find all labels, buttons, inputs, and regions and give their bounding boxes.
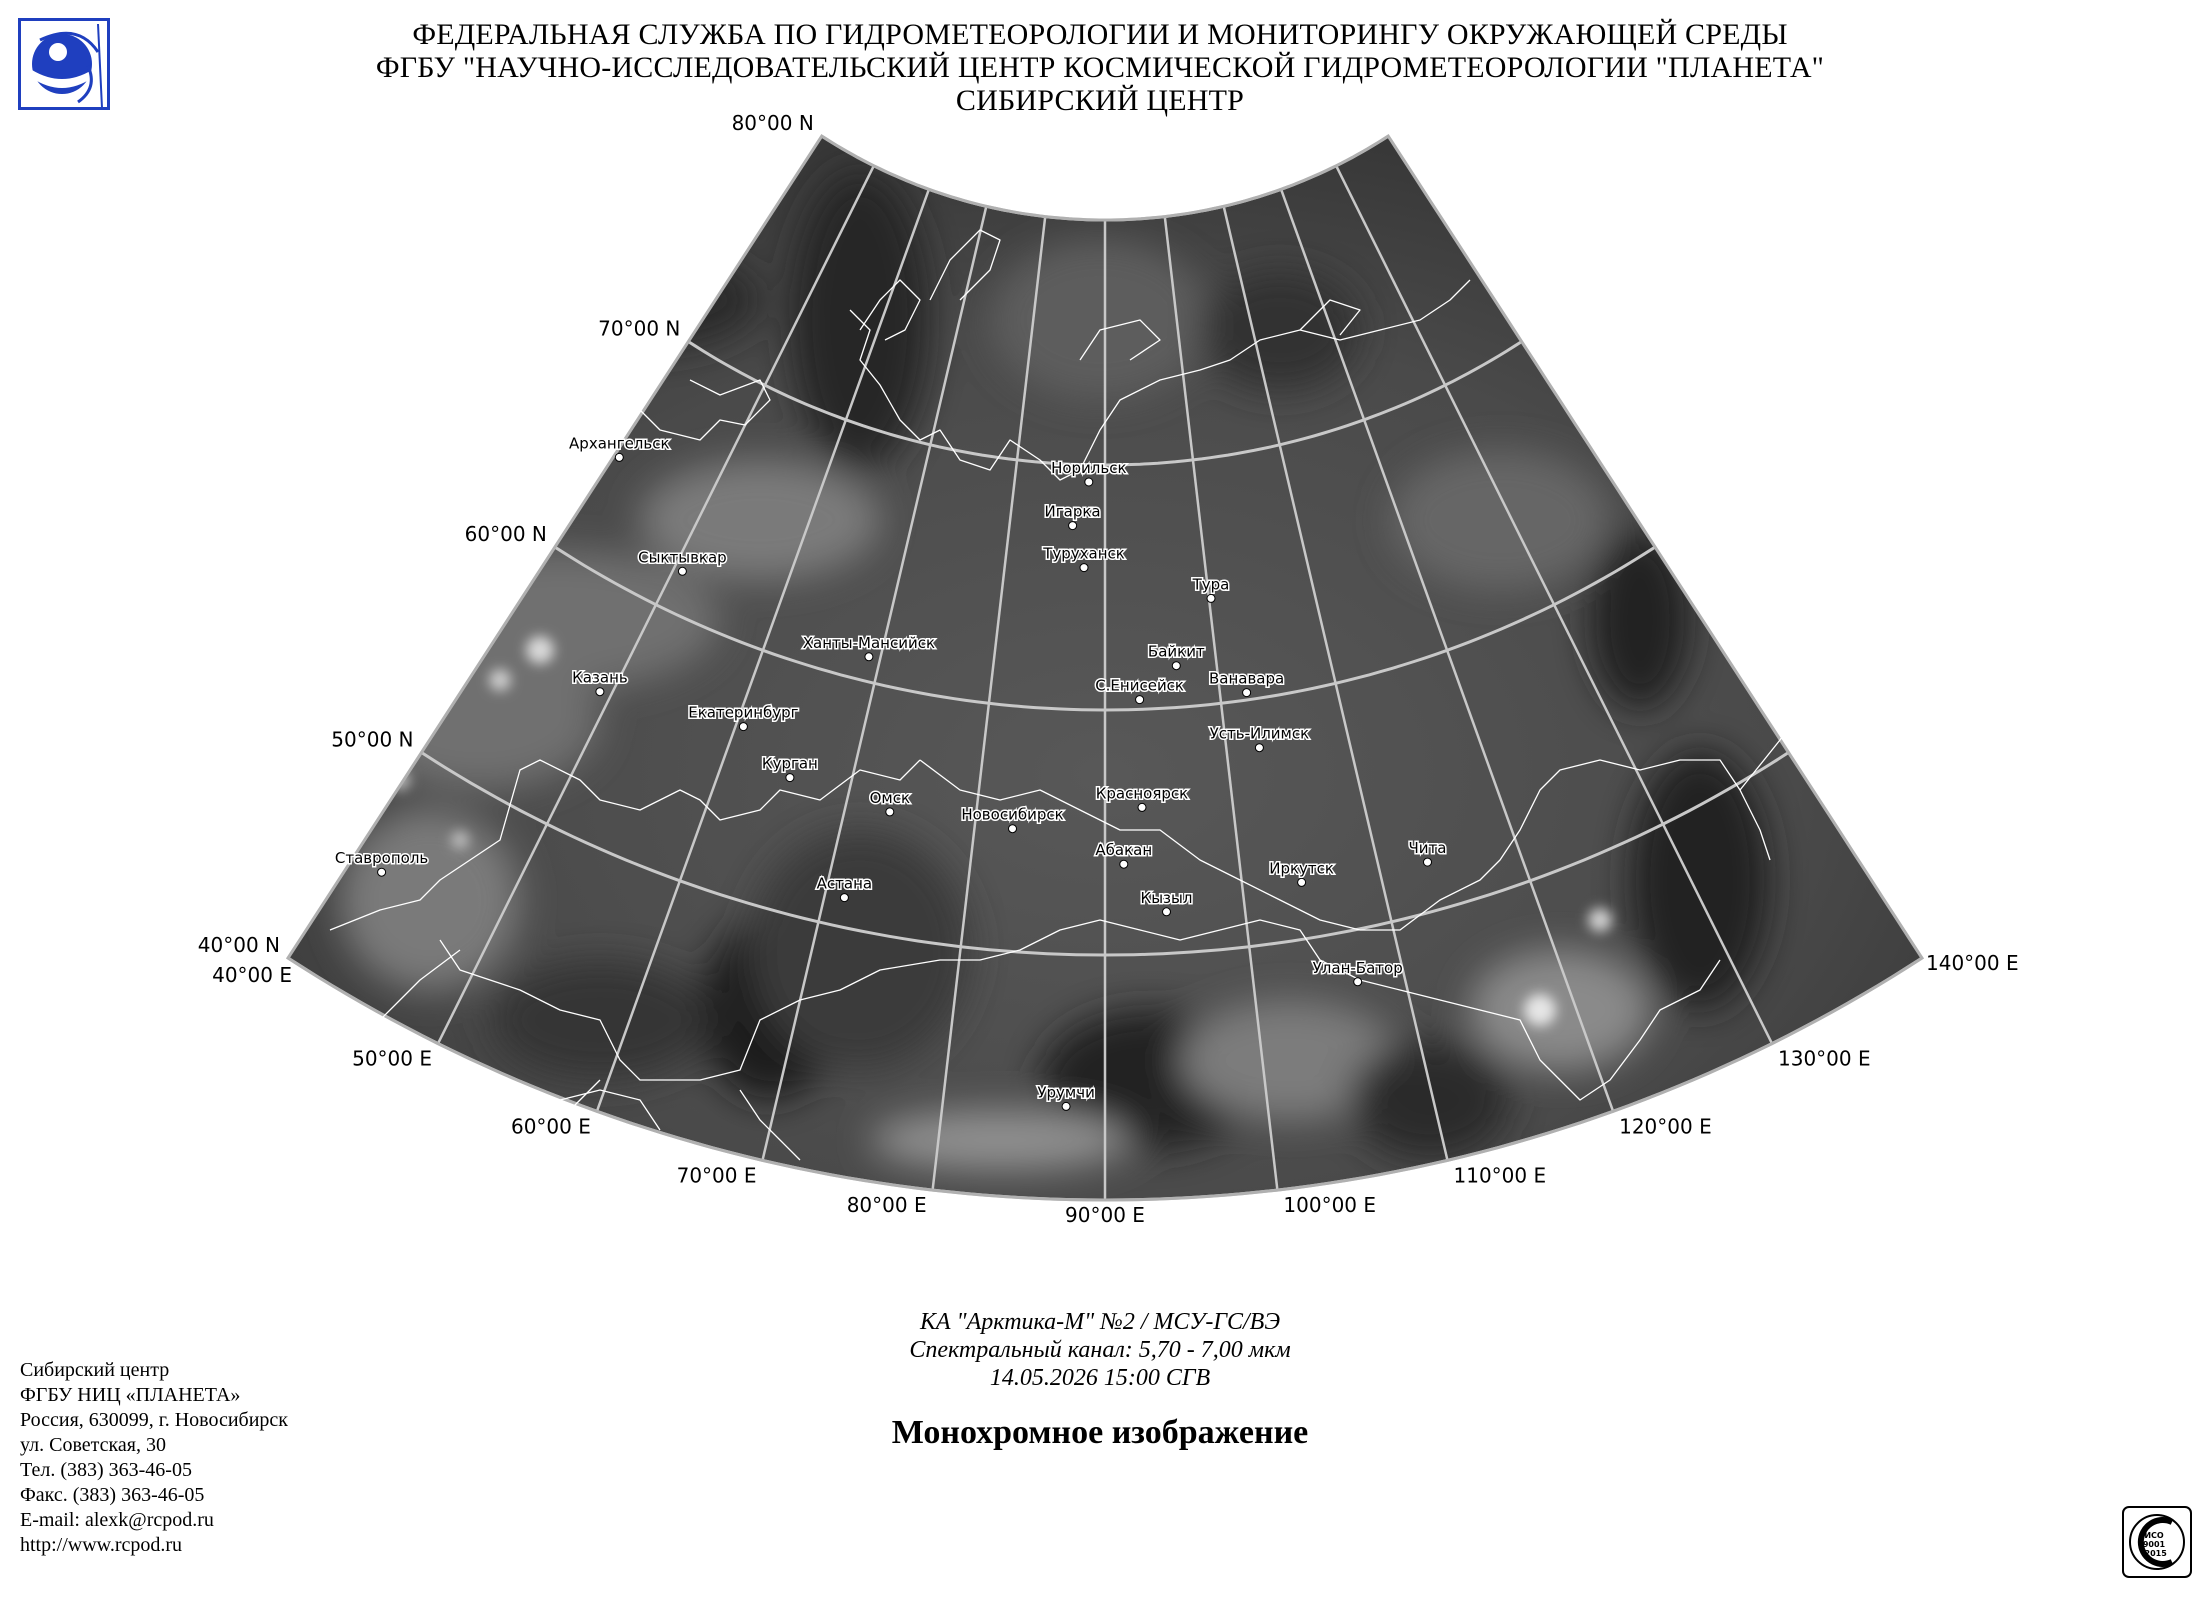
latitude-label-80: 80°00 N	[731, 111, 814, 136]
city-label-15: Ванавара	[1208, 669, 1285, 688]
city-dot-21	[1298, 878, 1306, 886]
longitude-label-100: 100°00 E	[1283, 1193, 1377, 1218]
city-dot-8	[840, 894, 848, 902]
longitude-label-130: 130°00 E	[1778, 1046, 1871, 1071]
city-dot-23	[1354, 978, 1362, 986]
city-label-0: Архангельск	[569, 434, 670, 453]
city-label-19: Абакан	[1095, 841, 1153, 860]
svg-text:ИСО: ИСО	[2144, 1531, 2164, 1540]
map-caption	[0, 1308, 2200, 1452]
contacts-line-5: Тел. (383) 363-46-05	[20, 1459, 192, 1481]
svg-text:9001: 9001	[2142, 1540, 2166, 1549]
contacts-email[interactable]: E-mail: alexk@rcpod.ru	[20, 1509, 214, 1531]
longitude-label-50: 50°00 E	[352, 1046, 432, 1071]
city-dot-24	[1062, 1102, 1070, 1110]
city-dot-22	[1424, 858, 1432, 866]
city-label-18: Красноярск	[1095, 784, 1189, 803]
city-dot-20	[1163, 908, 1171, 916]
city-label-9: Новосибирск	[961, 805, 1064, 824]
city-label-14: Байкит	[1147, 642, 1205, 661]
caption-datetime: 14.05.2026 15:00 СГВ	[989, 1365, 1211, 1391]
latitude-label-70: 70°00 N	[598, 316, 681, 341]
longitude-label-80: 80°00 E	[846, 1193, 927, 1218]
latitude-label-50: 50°00 N	[331, 727, 414, 752]
header-line-3: СИБИРСКИЙ ЦЕНТР	[955, 84, 1245, 117]
city-label-5: Ханты-Мансийск	[802, 633, 936, 652]
city-dot-17	[1255, 744, 1263, 752]
longitude-label-140: 140°00 E	[1926, 951, 2019, 975]
city-dot-0	[615, 453, 623, 461]
city-label-21: Иркутск	[1269, 859, 1334, 878]
svg-text:-2015: -2015	[2141, 1549, 2167, 1558]
city-dot-14	[1172, 662, 1180, 670]
iso-certificate-logo-icon	[2122, 1506, 2192, 1578]
latitude-label-60: 60°00 N	[464, 522, 547, 547]
longitude-label-70: 70°00 E	[676, 1163, 757, 1188]
city-dot-15	[1243, 689, 1251, 697]
city-label-20: Кызыл	[1140, 888, 1193, 907]
city-dot-7	[886, 808, 894, 816]
contacts-block	[20, 1358, 288, 1558]
contacts-line-1: Сибирский центр	[20, 1359, 170, 1381]
city-label-7: Омск	[869, 788, 911, 807]
contacts-line-2: ФГБУ НИЦ «ПЛАНЕТА»	[20, 1384, 241, 1406]
longitude-label-110: 110°00 E	[1453, 1163, 1547, 1188]
city-label-17: Усть-Илимск	[1209, 724, 1310, 743]
city-label-2: Казань	[572, 668, 628, 687]
header-line-1: ФЕДЕРАЛЬНАЯ СЛУЖБА ПО ГИДРОМЕТЕОРОЛОГИИ И МОНИТОРИНГУ ОКРУЖАЮЩЕЙ СРЕДЫ	[412, 18, 1788, 51]
city-dot-4	[739, 723, 747, 731]
contacts-website[interactable]: http://www.rcpod.ru	[20, 1534, 183, 1556]
city-dot-10	[1085, 478, 1093, 486]
city-dot-19	[1120, 860, 1128, 868]
city-label-10: Норильск	[1051, 459, 1127, 477]
city-label-12: Туруханск	[1043, 544, 1125, 563]
latitude-label-40: 40°00 N	[197, 933, 280, 957]
city-dot-1	[678, 567, 686, 575]
contacts-line-4: ул. Советская, 30	[20, 1434, 166, 1456]
caption-title: Монохромное изображение	[891, 1414, 1309, 1451]
city-dot-13	[1207, 594, 1215, 602]
city-label-16: С.Енисейск	[1095, 676, 1185, 695]
caption-channel: Спектральный канал: 5,70 - 7,00 мкм	[909, 1337, 1291, 1363]
city-dot-12	[1080, 564, 1088, 572]
city-label-13: Тура	[1192, 575, 1230, 594]
city-dot-16	[1136, 696, 1144, 704]
city-label-24: Урумчи	[1037, 1083, 1095, 1102]
city-dot-3	[378, 868, 386, 876]
city-dot-11	[1069, 522, 1077, 530]
city-dot-6	[786, 774, 794, 782]
city-label-11: Игарка	[1044, 502, 1101, 521]
city-label-8: Астана	[816, 874, 873, 893]
city-label-4: Екатеринбург	[688, 703, 799, 722]
longitude-label-90: 90°00 E	[1065, 1203, 1145, 1227]
city-dot-2	[596, 688, 604, 696]
header-line-2: ФГБУ "НАУЧНО-ИССЛЕДОВАТЕЛЬСКИЙ ЦЕНТР КОСМИЧЕСКОЙ ГИДРОМЕТЕОРОЛОГИИ "ПЛАНЕТА"	[375, 51, 1825, 84]
city-label-1: Сыктывкар	[638, 548, 727, 567]
city-dot-18	[1138, 803, 1146, 811]
contacts-line-3: Россия, 630099, г. Новосибирск	[20, 1409, 289, 1431]
longitude-label-120: 120°00 E	[1619, 1114, 1712, 1139]
city-label-22: Чита	[1408, 839, 1447, 858]
city-label-6: Курган	[761, 754, 818, 773]
longitude-label-40: 40°00 E	[212, 963, 292, 987]
city-label-3: Ставрополь	[334, 849, 429, 868]
city-dot-5	[865, 653, 873, 661]
longitude-label-60: 60°00 E	[510, 1114, 591, 1139]
city-label-23: Улан-Батор	[1312, 958, 1403, 977]
contacts-line-6: Факс. (383) 363-46-05	[20, 1484, 205, 1506]
caption-satellite: КА "Арктика-М" №2 / МСУ-ГС/ВЭ	[919, 1309, 1281, 1335]
city-dot-9	[1009, 825, 1017, 833]
